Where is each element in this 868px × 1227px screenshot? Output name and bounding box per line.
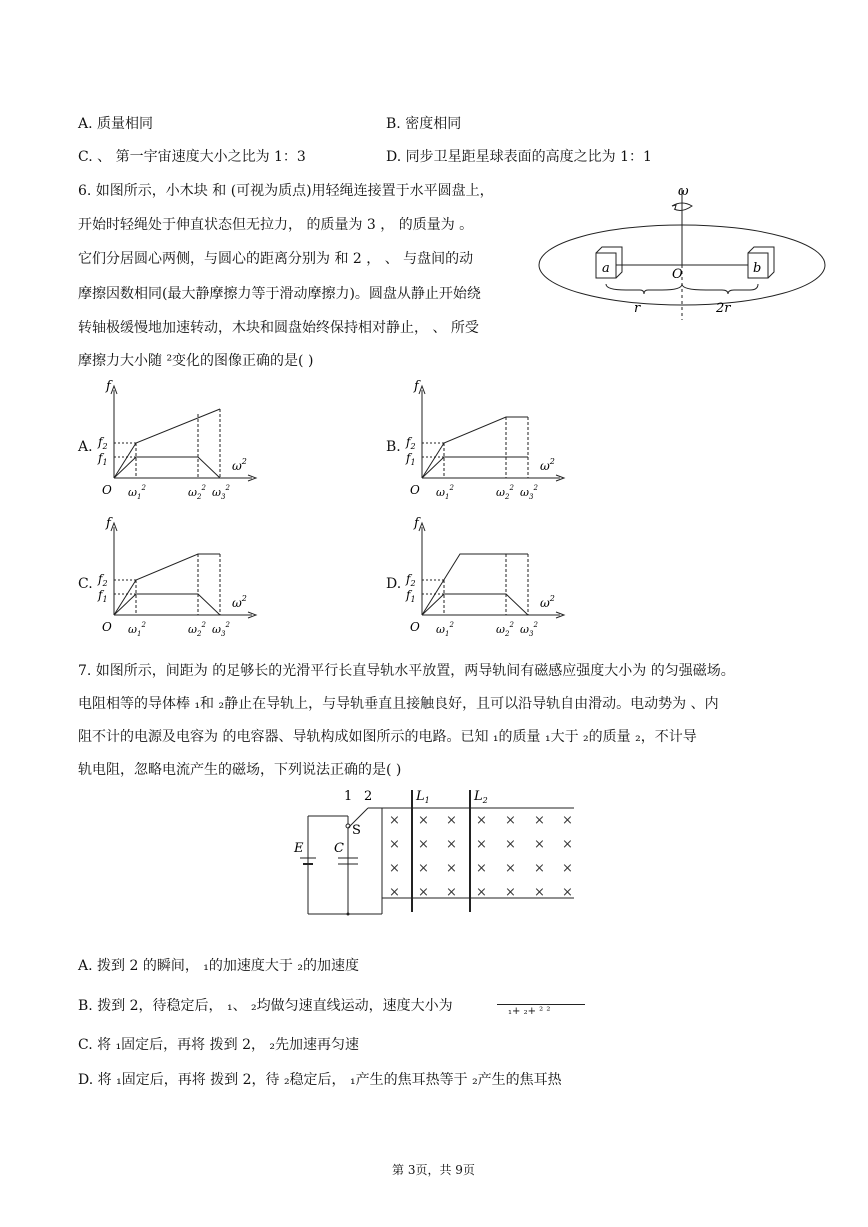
omega-sq-axis-label: $\omega^2$ xyxy=(232,457,247,473)
q7-option-b-denominator: ₁+ ₂+ ² ² xyxy=(508,1006,551,1017)
omega-sq-axis-label: $\omega^2$ xyxy=(540,457,555,473)
w2-tick: $\omega_2^2$ xyxy=(188,621,206,637)
emf-label: E xyxy=(294,841,304,856)
f1-tick: $f_1$ xyxy=(406,451,416,467)
f1-tick: $f_1$ xyxy=(406,588,416,604)
svg-text:×: × xyxy=(562,837,573,852)
svg-text:×: × xyxy=(505,885,516,900)
svg-text:×: × xyxy=(446,885,457,900)
origin-label: O xyxy=(410,620,420,634)
f2-tick: $f_2$ xyxy=(98,435,108,451)
page-number-footer: 第 3页，共 9页 xyxy=(392,1163,475,1177)
q7-circuit-figure xyxy=(290,786,580,918)
svg-text:×: × xyxy=(562,813,573,828)
svg-text:×: × xyxy=(476,837,487,852)
svg-text:×: × xyxy=(418,813,429,828)
svg-text:×: × xyxy=(446,861,457,876)
q6-graph-b[interactable] xyxy=(400,380,570,500)
omega-sq-axis-label: $\omega^2$ xyxy=(540,594,555,610)
q6-option-d-label[interactable]: D. xyxy=(386,576,402,592)
q6-disc-figure xyxy=(536,180,828,320)
rod-l1-label: $L_1$ xyxy=(416,789,430,805)
w3-tick: $\omega_3^2$ xyxy=(520,484,538,500)
q6-option-a-label[interactable]: A. xyxy=(78,439,93,455)
f-axis-label: f xyxy=(414,380,419,394)
omega-sq-axis-label: $\omega^2$ xyxy=(232,594,247,610)
svg-text:×: × xyxy=(562,885,573,900)
f1-tick: $f_1$ xyxy=(98,451,108,467)
q6-graph-d[interactable] xyxy=(400,517,570,637)
svg-text:×: × xyxy=(562,861,573,876)
origin-label: O xyxy=(410,483,420,497)
f-axis-label: f xyxy=(106,380,111,394)
magnetic-field-marks xyxy=(389,813,573,900)
q7-option-a[interactable]: A. 拨到 2 的瞬间， ₁的加速度大于 ₂的加速度 xyxy=(78,958,359,974)
svg-text:×: × xyxy=(534,837,545,852)
svg-text:×: × xyxy=(505,861,516,876)
q5-option-b: B. 密度相同 xyxy=(386,116,462,132)
svg-text:×: × xyxy=(446,813,457,828)
q7-stem-line-4: 轨电阻，忽略电流产生的磁场，下列说法正确的是( ) xyxy=(78,762,402,778)
svg-text:×: × xyxy=(389,837,400,852)
q5-option-c: C. 、 第一宇宙速度大小之比为 1：3 xyxy=(78,149,306,165)
svg-text:×: × xyxy=(389,861,400,876)
center-o-label: O xyxy=(672,267,683,282)
w2-tick: $\omega_2^2$ xyxy=(496,621,514,637)
q7-stem-line-1: 7. 如图所示，间距为 的足够长的光滑平行长直导轨水平放置，两导轨间有磁感应强度大小为 的匀强磁场。 xyxy=(78,663,735,679)
svg-text:×: × xyxy=(505,813,516,828)
w2-tick: $\omega_2^2$ xyxy=(496,484,514,500)
svg-text:×: × xyxy=(389,885,400,900)
switch-terminal-1: 1 xyxy=(344,789,353,804)
svg-text:×: × xyxy=(476,813,487,828)
svg-text:×: × xyxy=(446,837,457,852)
svg-text:×: × xyxy=(418,837,429,852)
block-a-label: a xyxy=(602,261,610,276)
omega-label: ω xyxy=(678,184,689,199)
q6-option-c-label[interactable]: C. xyxy=(78,576,93,592)
w1-tick: $\omega_1^2$ xyxy=(128,484,146,500)
q6-option-b-label[interactable]: B. xyxy=(386,439,401,455)
f2-tick: $f_2$ xyxy=(406,572,416,588)
f-axis-label: f xyxy=(106,517,111,531)
svg-text:×: × xyxy=(418,861,429,876)
q6-stem-line-2: 开始时轻绳处于伸直状态但无拉力， 的质量为 3 ， 的质量为 。 xyxy=(78,217,474,233)
svg-text:×: × xyxy=(476,885,487,900)
f-axis-label: f xyxy=(414,517,419,531)
svg-text:×: × xyxy=(534,885,545,900)
f2-tick: $f_2$ xyxy=(406,435,416,451)
q7-option-d[interactable]: D. 将 ₁固定后，再将 拨到 2，待 ₂稳定后， ₁产生的焦耳热等于 ₂产生的焦耳热 xyxy=(78,1072,562,1088)
q6-stem-line-5: 转轴极缓慢地加速转动，木块和圆盘始终保持相对静止， 、 所受 xyxy=(78,320,479,336)
q7-stem-line-2: 电阻相等的导体棒 ₁和 ₂静止在导轨上，与导轨垂直且接触良好，且可以沿导轨自由滑动。电动势为 、内 xyxy=(78,696,719,712)
rod-l2-label: $L_2$ xyxy=(474,789,488,805)
switch-label: S xyxy=(352,823,361,838)
svg-text:×: × xyxy=(534,813,545,828)
w1-tick: $\omega_1^2$ xyxy=(128,621,146,637)
q7-option-b[interactable]: B. 拨到 2，待稳定后， ₁、 ₂均做匀速直线运动，速度大小为 xyxy=(78,998,453,1014)
q7-option-c[interactable]: C. 将 ₁固定后，再将 拨到 2， ₂先加速再匀速 xyxy=(78,1037,360,1053)
block-b-label: b xyxy=(753,261,762,276)
q6-stem-line-4: 摩擦因数相同(最大静摩擦力等于滑动摩擦力)。圆盘从静止开始绕 xyxy=(78,286,481,302)
q6-graph-a[interactable] xyxy=(92,380,262,500)
q7-option-b-fraction-bar xyxy=(497,1004,585,1005)
q6-graph-c[interactable] xyxy=(92,517,262,637)
capacitor-label: C xyxy=(334,841,344,856)
w3-tick: $\omega_3^2$ xyxy=(520,621,538,637)
switch-terminal-2: 2 xyxy=(364,789,373,804)
q6-stem-line-6: 摩擦力大小随 ²变化的图像正确的是( ) xyxy=(78,353,314,369)
w3-tick: $\omega_3^2$ xyxy=(212,621,230,637)
origin-label: O xyxy=(102,620,112,634)
f1-tick: $f_1$ xyxy=(98,588,108,604)
svg-text:×: × xyxy=(476,861,487,876)
svg-text:×: × xyxy=(505,837,516,852)
q5-option-d: D. 同步卫星距星球表面的高度之比为 1：1 xyxy=(386,149,652,165)
svg-text:×: × xyxy=(418,885,429,900)
svg-text:×: × xyxy=(534,861,545,876)
q6-stem-line-3: 它们分居圆心两侧，与圆心的距离分别为 和 2 ， 、 与盘间的动 xyxy=(78,251,474,267)
w1-tick: $\omega_1^2$ xyxy=(436,484,454,500)
f2-tick: $f_2$ xyxy=(98,572,108,588)
w1-tick: $\omega_1^2$ xyxy=(436,621,454,637)
q6-stem-line-1: 6. 如图所示，小木块 和 (可视为质点)用轻绳连接置于水平圆盘上， xyxy=(78,183,494,199)
svg-text:×: × xyxy=(389,813,400,828)
q7-stem-line-3: 阻不计的电源及电容为 的电容器、导轨构成如图所示的电路。已知 ₁的质量 ₁大于 ₂的质量 ₂，不计导 xyxy=(78,729,697,745)
q5-option-a: A. 质量相同 xyxy=(78,116,154,132)
w2-tick: $\omega_2^2$ xyxy=(188,484,206,500)
r-label: r xyxy=(634,301,641,316)
origin-label: O xyxy=(102,483,112,497)
two-r-label: 2r xyxy=(716,301,731,316)
w3-tick: $\omega_3^2$ xyxy=(212,484,230,500)
